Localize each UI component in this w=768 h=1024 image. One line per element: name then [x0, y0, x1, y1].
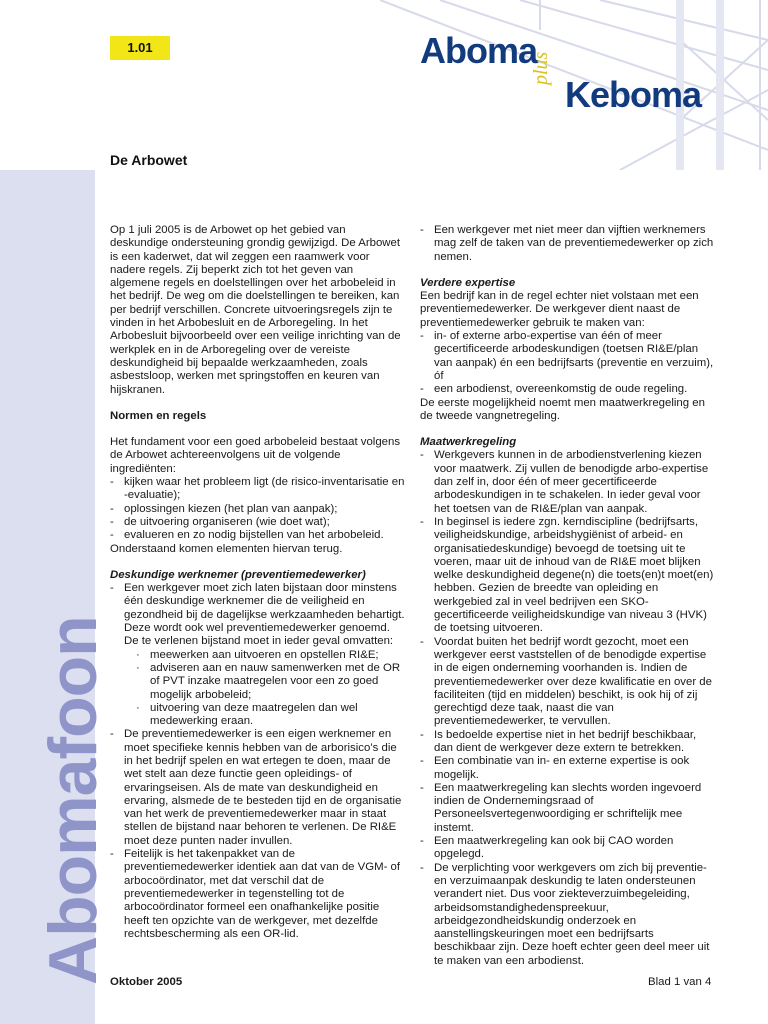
- deskundige-list: [110, 582, 405, 941]
- verdere-outro: De eerste mogelijkheid noemt men maatwerkregeling en de tweede vangnetregeling.: [420, 396, 705, 422]
- list-item: - oplossingen kiezen (het plan van aanpak);: [110, 503, 405, 516]
- list-item: - een arbodienst, overeenkomstig de oude regeling.: [420, 383, 715, 396]
- list-item: - Een maatwerkregeling kan slechts worden ingevoerd indien de Ondernemingsraad of Personeelsvertegenwoordiging er schriftelijk mee instemt.: [420, 782, 715, 835]
- list-item: - evalueren en zo nodig bijstellen van het arbobeleid.: [110, 529, 405, 542]
- vertical-brand-text: Abomafoon: [35, 616, 111, 985]
- list-item: - De verplichting voor werkgevers om zich bij preventie- en verzuimaanpak deskundig te laten ondersteunen verandert niet. Dus voor ziekteverzuimbegeleiding, arbeidsomstandighedenspreekuur, arbeidgezondheidskundig onderzoek en aanstellingskeuringen moet een bedrijfsarts beschikbaar zijn. Deze hoeft echter geen deel meer uit te maken van een arbodienst.: [420, 862, 715, 968]
- bijstand-sublist: [124, 649, 405, 729]
- logo-aboma: Aboma: [420, 30, 538, 71]
- side-band-top: [0, 0, 95, 170]
- page-number-badge: 1.01: [110, 36, 170, 60]
- maatwerk-list: [420, 449, 715, 968]
- ingredients-list: [110, 476, 405, 542]
- sub-list-item: · uitvoering van deze maatregelen dan wel medewerking eraan.: [124, 702, 405, 729]
- aboma-keboma-logo: [420, 30, 740, 140]
- list-item: - Feitelijk is het takenpakket van de preventiemedewerker identiek aan dat van de VGM- of arbocoördinator, met dat verschil dat de preventiemedewerker in tegenstelling tot de arbocoördinator formeel een onafhankelijke positie heeft ten opzichte van de werkgever, met dezelfde rechtsbescherming als een OR-lid.: [110, 848, 405, 941]
- heading-verdere: Verdere expertise: [420, 276, 516, 289]
- list-item: - de uitvoering organiseren (wie doet wat);: [110, 516, 405, 529]
- onderstaand-text: Onderstaand komen elementen hiervan terug.: [110, 542, 343, 555]
- list-item: - De preventiemedewerker is een eigen werknemer en moet specifieke kennis hebben van de arborisico’s die in het bedrijf spelen en wat ertegen te doen, maar de wet stelt aan deze functie geen opleidings- of ervaringseisen. Als de mate van deskundigheid en ervaring, alsmede de te besteden tijd en de organisatie van het werk de preventiemedewerker maar in staat stellen de bijstand naar behoren te verlenen. De RI&E moet deze punten nader invullen.: [110, 728, 405, 848]
- heading-maatwerk: Maatwerkregeling: [420, 436, 517, 449]
- list-item: - Werkgevers kunnen in de arbodienstverlening kiezen voor maatwerk. Zij vullen de benodigde arbo-expertise dan zelf in, door één of meer gecertificeerde arbodeskundigen in te schakelen. In ieder geval voor het toetsen van de RI&E/plan van aanpak.: [420, 449, 715, 515]
- sub-list-item: · meewerken aan uitvoeren en opstellen RI&E;: [124, 649, 405, 662]
- list-item: - kijken waar het probleem ligt (de risico-inventarisatie en -evaluatie);: [110, 476, 405, 503]
- list-item: - in- of externe arbo-expertise van één of meer gecertificeerde arbodeskundigen (toetsen RI&E/plan van aanpak) én een bedrijfsarts (preventie en verzuim), óf: [420, 330, 715, 383]
- list-item: - In beginsel is iedere zgn. kerndiscipline (bedrijfsarts, veiligheidskundige, arbeidshygiënist of arbeid- en organisatiedeskundige) bevoegd de toetsing uit te voeren, maar uit de inhoud van de RI&E moet blijken welke deskundigheid degene(n) die toets(en)t moet(en) hebben. Gezien de breedte van opleiding en werkgebied zal in veel bedrijven een SKO-gecertificeerde veiligheidskundige van niveau 3 (HVK) de toetsing uitvoeren.: [420, 516, 715, 636]
- sub-list-item: · adviseren aan en nauw samenwerken met de OR of PVT inzake maatregelen voor een zo goed mogelijk arbobeleid;: [124, 662, 405, 702]
- r0-list: [420, 224, 715, 264]
- list-item: - Een maatwerkregeling kan ook bij CAO worden opgelegd.: [420, 835, 715, 862]
- logo-keboma: Keboma: [565, 74, 702, 115]
- heading-normen: Normen en regels: [110, 409, 207, 422]
- footer-date: Oktober 2005: [110, 976, 183, 988]
- intro-paragraph: Op 1 juli 2005 is de Arbowet op het gebied van deskundige ondersteuning grondig gewijzigd. De Arbowet is een kaderwet, dat wil zeggen een raamwerk voor nadere regels. Zij beperkt zich tot het geven van algemene regels en doelstellingen over het arbobeleid in het bedrijf. De weg om die doelstellingen te bereiken, kan per bedrijf verschillen. Concrete uitvoeringsregels zijn te vinden in het Arbobesluit en de Arboregeling. In het Arbobesluit bijvoorbeeld over een veilige inrichting van de werkplek en in de Arboregeling over de vereiste deskundigheid bij bepaalde werkzaamheden, zoals asbestsloop, werken met springstoffen en keuren van hijskranen.: [110, 224, 401, 396]
- list-item: [110, 582, 405, 728]
- verdere-intro: Een bedrijf kan in de regel echter niet volstaan met een preventiemedewerker. De werkgever dient naast de preventiemedewerker gebruik te maken van:: [420, 290, 699, 329]
- list-item: - Is bedoelde expertise niet in het bedrijf beschikbaar, dan dient de werkgever deze extern te betrekken.: [420, 729, 715, 756]
- normen-intro: Het fundament voor een goed arbobeleid bestaat volgens de Arbowet achtereenvolgens uit de volgende ingrediënten:: [110, 436, 401, 475]
- heading-deskundige: Deskundige werknemer (preventiemedewerker): [110, 568, 366, 581]
- verdere-list: [420, 330, 715, 396]
- left-column: [110, 224, 405, 941]
- list-item-text: Een werkgever moet zich laten bijstaan door minstens één deskundige werknemer die de veiligheid en gezondheid bij de dagelijkse werkzaamheden behartigt. Deze wordt ook wel preventiemedewerker genoemd. De te verlenen bijstand moet in ieder geval omvatten:: [124, 582, 405, 648]
- list-item: - Een combinatie van in- en externe expertise is ook mogelijk.: [420, 755, 715, 782]
- logo-plus: plus: [530, 51, 552, 85]
- list-item: - Voordat buiten het bedrijf wordt gezocht, moet een werkgever eerst vaststellen of de benodigde expertise in de eigen onderneming voorhanden is. Indien de preventiemedewerker over deze kwalificatie en over de faciliteiten (tijd en middelen) beschikt, is ook hij of zij gerechtigd deze taak, naast die van preventiemedewerker, te vervullen.: [420, 636, 715, 729]
- document-title: De Arbowet: [110, 152, 188, 168]
- footer-page-number: Blad 1 van 4: [648, 976, 712, 988]
- right-column: [420, 224, 715, 968]
- spacer: [420, 264, 715, 277]
- list-item: - Een werkgever met niet meer dan vijftien werknemers mag zelf de taken van de preventiemedewerker op zich nemen.: [420, 224, 715, 264]
